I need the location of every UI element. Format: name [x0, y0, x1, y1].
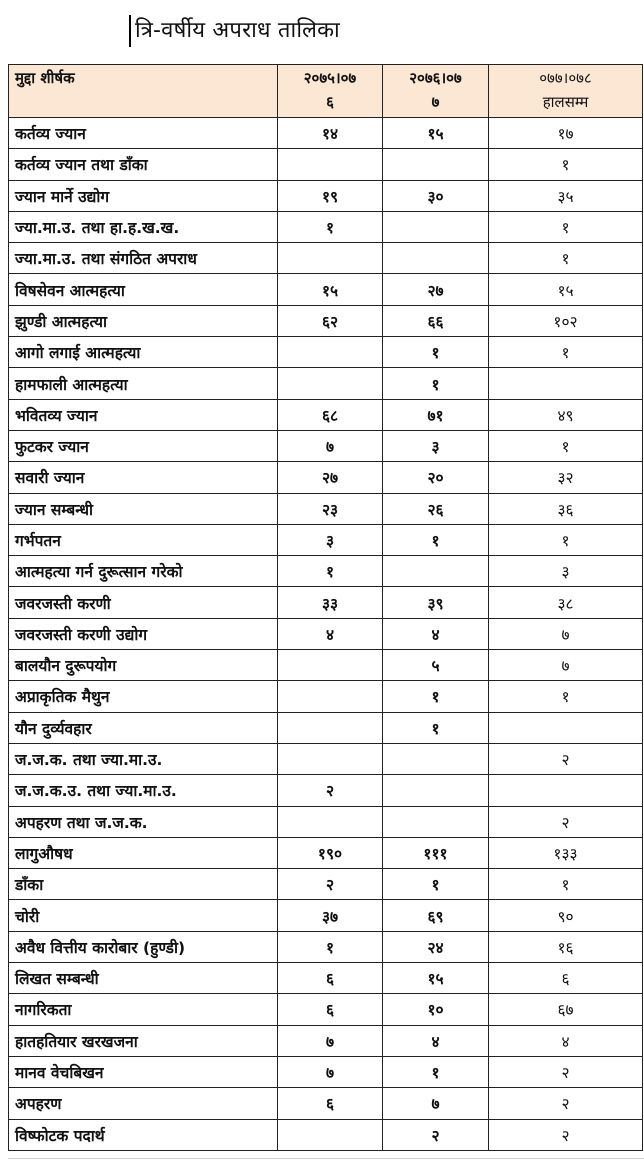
- row-value-year-1: [278, 681, 383, 712]
- crime-table: [8, 64, 643, 1151]
- header-year-2: [383, 65, 489, 118]
- row-value-year-3: ९०: [489, 900, 643, 931]
- row-name: विष्फोटक पदार्थ: [9, 1119, 278, 1150]
- table-row: [9, 618, 643, 649]
- row-value-year-2: २०: [383, 462, 489, 493]
- row-value-year-2: १५: [383, 118, 489, 149]
- row-name: मानव वेचबिखन: [9, 1056, 278, 1087]
- header-year-1-line1: २०७५।०७: [303, 69, 357, 87]
- row-value-year-2: २६: [383, 493, 489, 524]
- row-value-year-1: [278, 650, 383, 681]
- row-value-year-1: [278, 149, 383, 180]
- row-value-year-3: ३८: [489, 587, 643, 618]
- row-value-year-1: २: [278, 869, 383, 900]
- row-name: जवरजस्ती करणी उद्योग: [9, 618, 278, 649]
- row-value-year-3: २: [489, 1119, 643, 1150]
- table-row: [9, 493, 643, 524]
- row-value-year-2: ५: [383, 650, 489, 681]
- row-value-year-3: १: [489, 149, 643, 180]
- row-value-year-3: [489, 775, 643, 806]
- header-year-2-line2: ७: [431, 93, 440, 111]
- row-value-year-2: ३०: [383, 180, 489, 211]
- row-value-year-2: ३९: [383, 587, 489, 618]
- row-value-year-1: [278, 806, 383, 837]
- table-row: [9, 650, 643, 681]
- row-name: कर्तव्य ज्यान तथा डाँका: [9, 149, 278, 180]
- row-name: आगो लगाई आत्महत्या: [9, 337, 278, 368]
- table-row: [9, 180, 643, 211]
- header-year-3: [489, 65, 643, 118]
- row-value-year-1: [278, 368, 383, 399]
- row-value-year-3: [489, 712, 643, 743]
- row-name: ज्यान मार्ने उद्योग: [9, 180, 278, 211]
- row-value-year-3: १५: [489, 274, 643, 305]
- row-value-year-2: २७: [383, 274, 489, 305]
- row-value-year-2: [383, 149, 489, 180]
- row-value-year-3: १: [489, 681, 643, 712]
- row-value-year-1: ६: [278, 963, 383, 994]
- row-value-year-1: १: [278, 211, 383, 242]
- header-row: [9, 65, 643, 118]
- table-row: [9, 1119, 643, 1150]
- row-value-year-1: २: [278, 775, 383, 806]
- row-value-year-2: २: [383, 1119, 489, 1150]
- row-name: झुण्डी आत्महत्या: [9, 305, 278, 336]
- row-value-year-2: ७१: [383, 399, 489, 430]
- row-value-year-2: [383, 211, 489, 242]
- row-name: नागरिकता: [9, 994, 278, 1025]
- row-value-year-1: [278, 712, 383, 743]
- row-name: ज.ज.क. तथा ज्या.मा.उ.: [9, 743, 278, 774]
- row-value-year-2: ६६: [383, 305, 489, 336]
- table-row: [9, 806, 643, 837]
- row-value-year-1: ७: [278, 1025, 383, 1056]
- table-row: [9, 1088, 643, 1119]
- table-body: [9, 118, 643, 1151]
- row-name: यौन दुर्व्यवहार: [9, 712, 278, 743]
- table-row: [9, 775, 643, 806]
- row-name: ज्या.मा.उ. तथा हा.ह.ख.ख.: [9, 211, 278, 242]
- row-value-year-2: १: [383, 681, 489, 712]
- row-value-year-2: ३: [383, 430, 489, 461]
- row-value-year-1: ६: [278, 1088, 383, 1119]
- row-value-year-1: ६: [278, 994, 383, 1025]
- table-row: [9, 211, 643, 242]
- row-value-year-3: ७: [489, 618, 643, 649]
- table-row: [9, 556, 643, 587]
- row-name: लिखत सम्बन्धी: [9, 963, 278, 994]
- row-value-year-2: १११: [383, 837, 489, 868]
- header-year-2-line1: २०७६।०७: [409, 69, 462, 87]
- text-cursor: [129, 15, 131, 47]
- row-value-year-2: १०: [383, 994, 489, 1025]
- row-value-year-1: [278, 243, 383, 274]
- row-value-year-2: [383, 243, 489, 274]
- table-row: [9, 462, 643, 493]
- row-value-year-3: १: [489, 337, 643, 368]
- row-value-year-2: [383, 743, 489, 774]
- row-value-year-3: ६७: [489, 994, 643, 1025]
- row-value-year-1: १: [278, 556, 383, 587]
- row-value-year-3: १: [489, 243, 643, 274]
- row-value-year-3: [489, 368, 643, 399]
- row-value-year-3: १: [489, 524, 643, 555]
- row-name: अपहरण: [9, 1088, 278, 1119]
- row-name: ज.ज.क.उ. तथा ज्या.मा.उ.: [9, 775, 278, 806]
- row-value-year-1: ६८: [278, 399, 383, 430]
- row-name: विषसेवन आत्महत्या: [9, 274, 278, 305]
- row-name: चोरी: [9, 900, 278, 931]
- row-value-year-2: [383, 775, 489, 806]
- table-row: [9, 274, 643, 305]
- table-row: [9, 994, 643, 1025]
- table-row: [9, 524, 643, 555]
- row-name: हामफाली आत्महत्या: [9, 368, 278, 399]
- row-value-year-3: ४९: [489, 399, 643, 430]
- table-row: [9, 305, 643, 336]
- row-value-year-2: १: [383, 869, 489, 900]
- row-value-year-1: [278, 743, 383, 774]
- row-value-year-2: १: [383, 337, 489, 368]
- row-value-year-1: [278, 1119, 383, 1150]
- row-value-year-3: ३: [489, 556, 643, 587]
- row-value-year-1: ७: [278, 1056, 383, 1087]
- row-value-year-2: १: [383, 1056, 489, 1087]
- row-name: अपहरण तथा ज.ज.क.: [9, 806, 278, 837]
- row-name: गर्भपतन: [9, 524, 278, 555]
- table-row: [9, 900, 643, 931]
- table-row: [9, 743, 643, 774]
- row-value-year-2: १: [383, 368, 489, 399]
- row-value-year-3: २: [489, 743, 643, 774]
- row-value-year-2: [383, 556, 489, 587]
- row-name: ज्यान सम्बन्धी: [9, 493, 278, 524]
- row-value-year-1: ६२: [278, 305, 383, 336]
- row-value-year-3: ३६: [489, 493, 643, 524]
- document-title: त्रि-वर्षीय अपराध तालिका: [135, 18, 340, 43]
- row-value-year-3: २: [489, 806, 643, 837]
- row-name: हातहतियार खरखजना: [9, 1025, 278, 1056]
- row-name: ज्या.मा.उ. तथा संगठित अपराध: [9, 243, 278, 274]
- table-row: [9, 931, 643, 962]
- row-value-year-3: ७: [489, 650, 643, 681]
- row-value-year-2: ६९: [383, 900, 489, 931]
- row-name: अप्राकृतिक मैथुन: [9, 681, 278, 712]
- table-row: [9, 963, 643, 994]
- row-value-year-3: १: [489, 430, 643, 461]
- header-topic: मुद्दा शीर्षक: [9, 65, 278, 118]
- row-value-year-1: ३३: [278, 587, 383, 618]
- row-name: डाँका: [9, 869, 278, 900]
- row-name: सवारी ज्यान: [9, 462, 278, 493]
- row-value-year-2: १: [383, 712, 489, 743]
- row-value-year-3: १३३: [489, 837, 643, 868]
- row-value-year-1: २३: [278, 493, 383, 524]
- page-divider: [8, 1158, 644, 1159]
- row-value-year-1: ४: [278, 618, 383, 649]
- row-value-year-3: ६: [489, 963, 643, 994]
- row-value-year-2: [383, 806, 489, 837]
- row-value-year-3: १७: [489, 118, 643, 149]
- row-value-year-3: १०२: [489, 305, 643, 336]
- row-name: लागुऔषध: [9, 837, 278, 868]
- row-value-year-2: २४: [383, 931, 489, 962]
- table-row: [9, 368, 643, 399]
- table-row: [9, 337, 643, 368]
- row-value-year-3: ३२: [489, 462, 643, 493]
- row-value-year-1: १: [278, 931, 383, 962]
- row-value-year-1: २७: [278, 462, 383, 493]
- table-row: [9, 399, 643, 430]
- row-name: कर्तव्य ज्यान: [9, 118, 278, 149]
- row-name: आत्महत्या गर्न दुरूत्सान गरेको: [9, 556, 278, 587]
- table-row: [9, 681, 643, 712]
- row-value-year-2: ७: [383, 1088, 489, 1119]
- table-row: [9, 430, 643, 461]
- row-name: फुटकर ज्यान: [9, 430, 278, 461]
- row-value-year-2: ४: [383, 1025, 489, 1056]
- row-name: भवितव्य ज्यान: [9, 399, 278, 430]
- table-row: [9, 1025, 643, 1056]
- row-value-year-2: १: [383, 524, 489, 555]
- table-row: [9, 712, 643, 743]
- header-year-1-line2: ६: [326, 93, 334, 111]
- table-row: [9, 149, 643, 180]
- row-value-year-1: [278, 337, 383, 368]
- header-year-1: [278, 65, 383, 118]
- table-row: [9, 587, 643, 618]
- row-value-year-3: ३५: [489, 180, 643, 211]
- row-value-year-3: २: [489, 1088, 643, 1119]
- table-row: [9, 837, 643, 868]
- row-value-year-1: १९: [278, 180, 383, 211]
- row-value-year-3: २: [489, 1056, 643, 1087]
- table-row: [9, 243, 643, 274]
- row-name: जवरजस्ती करणी: [9, 587, 278, 618]
- row-value-year-3: १: [489, 211, 643, 242]
- table-row: [9, 118, 643, 149]
- row-value-year-3: ४: [489, 1025, 643, 1056]
- row-value-year-1: १९०: [278, 837, 383, 868]
- row-value-year-1: १४: [278, 118, 383, 149]
- header-year-3-line1: ०७७।०७८: [539, 69, 592, 87]
- header-year-3-line2: हालसम्म: [542, 93, 589, 111]
- row-value-year-1: ७: [278, 430, 383, 461]
- row-name: अवैध वित्तीय कारोबार (हुण्डी): [9, 931, 278, 962]
- row-value-year-2: १५: [383, 963, 489, 994]
- table-row: [9, 1056, 643, 1087]
- row-value-year-1: ३: [278, 524, 383, 555]
- row-value-year-1: ३७: [278, 900, 383, 931]
- row-value-year-3: १६: [489, 931, 643, 962]
- row-value-year-3: १: [489, 869, 643, 900]
- row-value-year-1: १५: [278, 274, 383, 305]
- table-row: [9, 869, 643, 900]
- row-name: बालयौन दुरूपयोग: [9, 650, 278, 681]
- row-value-year-2: ४: [383, 618, 489, 649]
